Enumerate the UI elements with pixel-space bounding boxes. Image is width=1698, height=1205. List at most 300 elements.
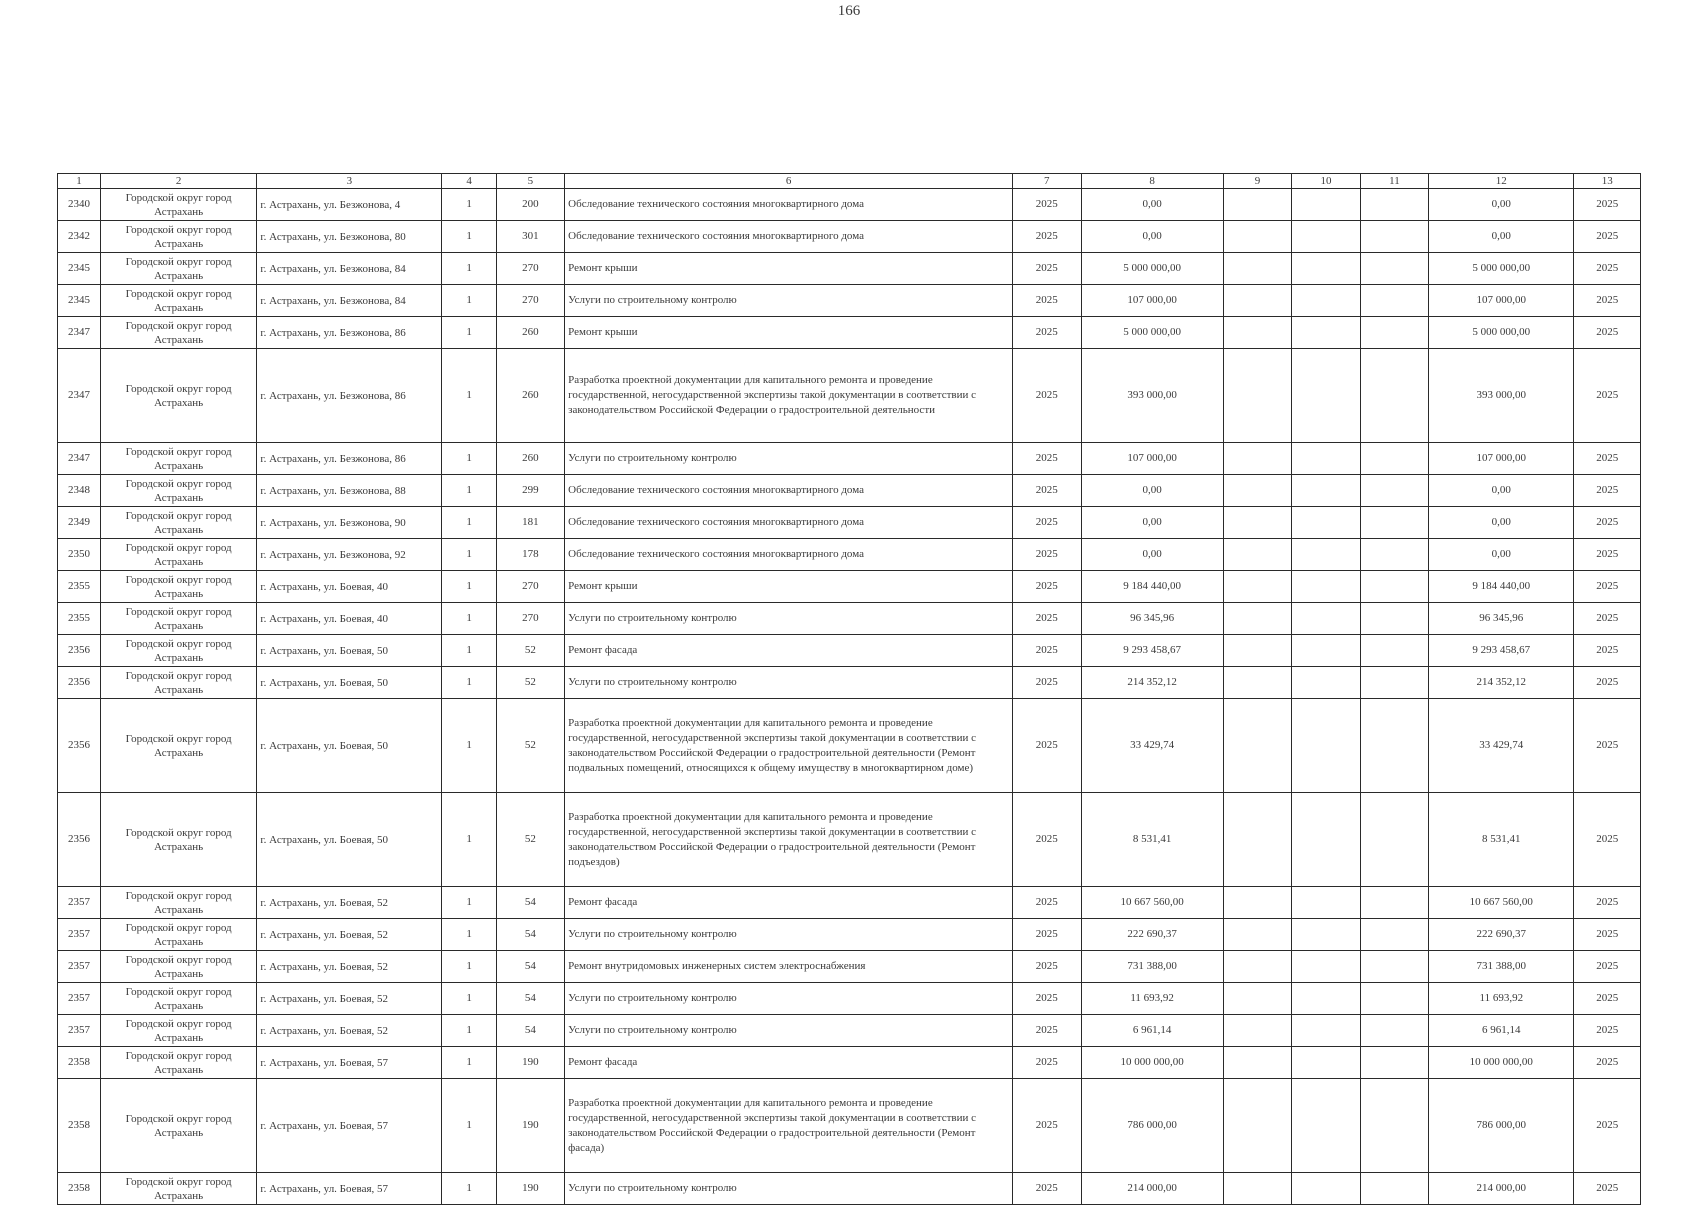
completion-year-cell: 2025	[1574, 951, 1641, 983]
work-type-cell: Ремонт крыши	[565, 317, 1013, 349]
fund-cost-cell: 10 667 560,00	[1429, 887, 1574, 919]
column-number-header: 6	[565, 174, 1013, 189]
column-10-cell	[1292, 475, 1361, 507]
work-type-cell: Услуги по строительному контролю	[565, 1015, 1013, 1047]
year-cell: 2025	[1013, 507, 1082, 539]
column-number-header-row	[58, 174, 1641, 189]
row-number-cell: 2356	[58, 667, 101, 699]
column-4-cell: 1	[442, 951, 496, 983]
address-cell: г. Астрахань, ул. Боевая, 52	[257, 1015, 442, 1047]
table-body	[58, 174, 1641, 1205]
column-4-cell: 1	[442, 189, 496, 221]
completion-year-cell: 2025	[1574, 1173, 1641, 1205]
row-number-cell: 2345	[58, 253, 101, 285]
total-cost-cell: 0,00	[1081, 221, 1223, 253]
year-cell: 2025	[1013, 635, 1082, 667]
municipality-cell: Городской округ город Астрахань	[100, 1173, 256, 1205]
column-5-cell: 178	[496, 539, 565, 571]
municipality-cell: Городской округ город Астрахань	[100, 1015, 256, 1047]
work-type-cell: Услуги по строительному контролю	[565, 983, 1013, 1015]
work-type-cell: Обследование технического состояния многоквартирного дома	[565, 189, 1013, 221]
year-cell: 2025	[1013, 349, 1082, 443]
table-row	[58, 571, 1641, 603]
work-type-cell: Услуги по строительному контролю	[565, 603, 1013, 635]
column-4-cell: 1	[442, 793, 496, 887]
municipality-cell: Городской округ город Астрахань	[100, 253, 256, 285]
completion-year-cell: 2025	[1574, 1015, 1641, 1047]
row-number-cell: 2348	[58, 475, 101, 507]
year-cell: 2025	[1013, 887, 1082, 919]
table-row	[58, 919, 1641, 951]
address-cell: г. Астрахань, ул. Безжонова, 88	[257, 475, 442, 507]
column-5-cell: 270	[496, 285, 565, 317]
column-4-cell: 1	[442, 571, 496, 603]
address-cell: г. Астрахань, ул. Безжонова, 80	[257, 221, 442, 253]
column-5-cell: 54	[496, 951, 565, 983]
municipality-cell: Городской округ город Астрахань	[100, 349, 256, 443]
column-10-cell	[1292, 285, 1361, 317]
column-5-cell: 270	[496, 253, 565, 285]
work-type-cell: Обследование технического состояния многоквартирного дома	[565, 475, 1013, 507]
table-row	[58, 221, 1641, 253]
municipality-cell: Городской округ город Астрахань	[100, 983, 256, 1015]
fund-cost-cell: 0,00	[1429, 539, 1574, 571]
municipality-cell: Городской округ город Астрахань	[100, 443, 256, 475]
year-cell: 2025	[1013, 667, 1082, 699]
total-cost-cell: 10 667 560,00	[1081, 887, 1223, 919]
work-type-cell: Разработка проектной документации для капитального ремонта и проведение государственной, негосударственной экспертизы такой документации в соответствии с законодательством Российской Федерации о градостроительной деятельности (Ремонт подъездов)	[565, 793, 1013, 887]
column-10-cell	[1292, 539, 1361, 571]
fund-cost-cell: 222 690,37	[1429, 919, 1574, 951]
work-type-cell: Обследование технического состояния многоквартирного дома	[565, 221, 1013, 253]
column-5-cell: 270	[496, 603, 565, 635]
column-9-cell	[1223, 507, 1292, 539]
column-9-cell	[1223, 603, 1292, 635]
year-cell: 2025	[1013, 285, 1082, 317]
column-10-cell	[1292, 983, 1361, 1015]
completion-year-cell: 2025	[1574, 699, 1641, 793]
table-row	[58, 951, 1641, 983]
table-row	[58, 603, 1641, 635]
row-number-cell: 2357	[58, 983, 101, 1015]
address-cell: г. Астрахань, ул. Боевая, 57	[257, 1079, 442, 1173]
total-cost-cell: 731 388,00	[1081, 951, 1223, 983]
column-11-cell	[1360, 603, 1429, 635]
column-5-cell: 54	[496, 887, 565, 919]
column-10-cell	[1292, 349, 1361, 443]
column-number-header: 13	[1574, 174, 1641, 189]
table-row	[58, 887, 1641, 919]
column-5-cell: 52	[496, 635, 565, 667]
address-cell: г. Астрахань, ул. Безжонова, 92	[257, 539, 442, 571]
column-9-cell	[1223, 887, 1292, 919]
column-9-cell	[1223, 253, 1292, 285]
year-cell: 2025	[1013, 539, 1082, 571]
total-cost-cell: 107 000,00	[1081, 285, 1223, 317]
column-4-cell: 1	[442, 983, 496, 1015]
row-number-cell: 2355	[58, 571, 101, 603]
table-row	[58, 475, 1641, 507]
column-4-cell: 1	[442, 1079, 496, 1173]
column-10-cell	[1292, 1015, 1361, 1047]
column-9-cell	[1223, 475, 1292, 507]
column-4-cell: 1	[442, 887, 496, 919]
column-5-cell: 299	[496, 475, 565, 507]
municipality-cell: Городской округ город Астрахань	[100, 317, 256, 349]
column-10-cell	[1292, 667, 1361, 699]
row-number-cell: 2358	[58, 1173, 101, 1205]
completion-year-cell: 2025	[1574, 793, 1641, 887]
year-cell: 2025	[1013, 983, 1082, 1015]
total-cost-cell: 33 429,74	[1081, 699, 1223, 793]
column-5-cell: 54	[496, 1015, 565, 1047]
address-cell: г. Астрахань, ул. Безжонова, 90	[257, 507, 442, 539]
fund-cost-cell: 0,00	[1429, 189, 1574, 221]
address-cell: г. Астрахань, ул. Боевая, 57	[257, 1047, 442, 1079]
year-cell: 2025	[1013, 951, 1082, 983]
column-9-cell	[1223, 189, 1292, 221]
address-cell: г. Астрахань, ул. Боевая, 52	[257, 887, 442, 919]
completion-year-cell: 2025	[1574, 887, 1641, 919]
row-number-cell: 2355	[58, 603, 101, 635]
fund-cost-cell: 214 000,00	[1429, 1173, 1574, 1205]
column-number-header: 12	[1429, 174, 1574, 189]
fund-cost-cell: 0,00	[1429, 475, 1574, 507]
address-cell: г. Астрахань, ул. Безжонова, 4	[257, 189, 442, 221]
year-cell: 2025	[1013, 699, 1082, 793]
work-type-cell: Разработка проектной документации для капитального ремонта и проведение государственной, негосударственной экспертизы такой документации в соответствии с законодательством Российской Федерации о градостроительной деятельности (Ремонт фасада)	[565, 1079, 1013, 1173]
column-9-cell	[1223, 1047, 1292, 1079]
fund-cost-cell: 214 352,12	[1429, 667, 1574, 699]
column-4-cell: 1	[442, 285, 496, 317]
work-type-cell: Разработка проектной документации для капитального ремонта и проведение государственной, негосударственной экспертизы такой документации в соответствии с законодательством Российской Федерации о градостроительной деятельности (Ремонт подвальных помещений, относящихся к общему имуществу в многоквартирном доме)	[565, 699, 1013, 793]
column-11-cell	[1360, 635, 1429, 667]
work-type-cell: Услуги по строительному контролю	[565, 919, 1013, 951]
municipality-cell: Городской округ город Астрахань	[100, 221, 256, 253]
address-cell: г. Астрахань, ул. Боевая, 40	[257, 603, 442, 635]
municipality-cell: Городской округ город Астрахань	[100, 189, 256, 221]
fund-cost-cell: 6 961,14	[1429, 1015, 1574, 1047]
year-cell: 2025	[1013, 443, 1082, 475]
column-number-header: 10	[1292, 174, 1361, 189]
row-number-cell: 2347	[58, 317, 101, 349]
year-cell: 2025	[1013, 253, 1082, 285]
completion-year-cell: 2025	[1574, 1079, 1641, 1173]
column-4-cell: 1	[442, 699, 496, 793]
year-cell: 2025	[1013, 317, 1082, 349]
column-5-cell: 190	[496, 1173, 565, 1205]
column-10-cell	[1292, 603, 1361, 635]
column-11-cell	[1360, 1047, 1429, 1079]
municipality-cell: Городской округ город Астрахань	[100, 507, 256, 539]
column-4-cell: 1	[442, 507, 496, 539]
column-11-cell	[1360, 443, 1429, 475]
table-row	[58, 699, 1641, 793]
address-cell: г. Астрахань, ул. Боевая, 52	[257, 919, 442, 951]
column-10-cell	[1292, 919, 1361, 951]
fund-cost-cell: 786 000,00	[1429, 1079, 1574, 1173]
completion-year-cell: 2025	[1574, 1047, 1641, 1079]
address-cell: г. Астрахань, ул. Боевая, 50	[257, 699, 442, 793]
total-cost-cell: 393 000,00	[1081, 349, 1223, 443]
column-4-cell: 1	[442, 317, 496, 349]
total-cost-cell: 0,00	[1081, 539, 1223, 571]
column-4-cell: 1	[442, 349, 496, 443]
total-cost-cell: 96 345,96	[1081, 603, 1223, 635]
year-cell: 2025	[1013, 1173, 1082, 1205]
column-10-cell	[1292, 221, 1361, 253]
year-cell: 2025	[1013, 221, 1082, 253]
column-4-cell: 1	[442, 539, 496, 571]
column-9-cell	[1223, 951, 1292, 983]
table-row	[58, 793, 1641, 887]
table-row	[58, 1047, 1641, 1079]
column-11-cell	[1360, 699, 1429, 793]
work-type-cell: Ремонт фасада	[565, 887, 1013, 919]
completion-year-cell: 2025	[1574, 603, 1641, 635]
column-11-cell	[1360, 983, 1429, 1015]
total-cost-cell: 6 961,14	[1081, 1015, 1223, 1047]
row-number-cell: 2350	[58, 539, 101, 571]
completion-year-cell: 2025	[1574, 317, 1641, 349]
column-11-cell	[1360, 189, 1429, 221]
column-4-cell: 1	[442, 221, 496, 253]
work-type-cell: Обследование технического состояния многоквартирного дома	[565, 507, 1013, 539]
total-cost-cell: 214 000,00	[1081, 1173, 1223, 1205]
fund-cost-cell: 393 000,00	[1429, 349, 1574, 443]
column-5-cell: 260	[496, 317, 565, 349]
column-10-cell	[1292, 699, 1361, 793]
total-cost-cell: 5 000 000,00	[1081, 253, 1223, 285]
address-cell: г. Астрахань, ул. Безжонова, 86	[257, 317, 442, 349]
work-type-cell: Ремонт крыши	[565, 253, 1013, 285]
address-cell: г. Астрахань, ул. Безжонова, 86	[257, 349, 442, 443]
total-cost-cell: 0,00	[1081, 475, 1223, 507]
year-cell: 2025	[1013, 189, 1082, 221]
column-11-cell	[1360, 317, 1429, 349]
column-number-header: 11	[1360, 174, 1429, 189]
column-10-cell	[1292, 793, 1361, 887]
fund-cost-cell: 5 000 000,00	[1429, 253, 1574, 285]
address-cell: г. Астрахань, ул. Боевая, 40	[257, 571, 442, 603]
total-cost-cell: 0,00	[1081, 189, 1223, 221]
column-10-cell	[1292, 507, 1361, 539]
column-9-cell	[1223, 1015, 1292, 1047]
row-number-cell: 2347	[58, 443, 101, 475]
column-number-header: 7	[1013, 174, 1082, 189]
completion-year-cell: 2025	[1574, 285, 1641, 317]
municipality-cell: Городской округ город Астрахань	[100, 1079, 256, 1173]
work-type-cell: Ремонт крыши	[565, 571, 1013, 603]
column-11-cell	[1360, 887, 1429, 919]
table-row	[58, 189, 1641, 221]
table-row	[58, 635, 1641, 667]
column-9-cell	[1223, 635, 1292, 667]
municipality-cell: Городской округ город Астрахань	[100, 603, 256, 635]
year-cell: 2025	[1013, 571, 1082, 603]
completion-year-cell: 2025	[1574, 539, 1641, 571]
table-row	[58, 349, 1641, 443]
column-5-cell: 270	[496, 571, 565, 603]
address-cell: г. Астрахань, ул. Безжонова, 84	[257, 253, 442, 285]
total-cost-cell: 0,00	[1081, 507, 1223, 539]
total-cost-cell: 9 184 440,00	[1081, 571, 1223, 603]
fund-cost-cell: 33 429,74	[1429, 699, 1574, 793]
total-cost-cell: 107 000,00	[1081, 443, 1223, 475]
column-10-cell	[1292, 189, 1361, 221]
fund-cost-cell: 0,00	[1429, 507, 1574, 539]
year-cell: 2025	[1013, 919, 1082, 951]
year-cell: 2025	[1013, 1047, 1082, 1079]
column-5-cell: 190	[496, 1047, 565, 1079]
year-cell: 2025	[1013, 1015, 1082, 1047]
column-11-cell	[1360, 951, 1429, 983]
column-11-cell	[1360, 667, 1429, 699]
row-number-cell: 2349	[58, 507, 101, 539]
column-11-cell	[1360, 349, 1429, 443]
municipality-cell: Городской округ город Астрахань	[100, 667, 256, 699]
work-type-cell: Ремонт фасада	[565, 1047, 1013, 1079]
column-5-cell: 52	[496, 793, 565, 887]
column-9-cell	[1223, 349, 1292, 443]
column-10-cell	[1292, 887, 1361, 919]
fund-cost-cell: 8 531,41	[1429, 793, 1574, 887]
address-cell: г. Астрахань, ул. Безжонова, 84	[257, 285, 442, 317]
column-4-cell: 1	[442, 1015, 496, 1047]
row-number-cell: 2357	[58, 919, 101, 951]
row-number-cell: 2345	[58, 285, 101, 317]
column-4-cell: 1	[442, 1047, 496, 1079]
completion-year-cell: 2025	[1574, 667, 1641, 699]
column-9-cell	[1223, 793, 1292, 887]
table-row	[58, 285, 1641, 317]
column-11-cell	[1360, 1015, 1429, 1047]
fund-cost-cell: 107 000,00	[1429, 443, 1574, 475]
total-cost-cell: 9 293 458,67	[1081, 635, 1223, 667]
fund-cost-cell: 731 388,00	[1429, 951, 1574, 983]
column-5-cell: 260	[496, 349, 565, 443]
work-type-cell: Ремонт фасада	[565, 635, 1013, 667]
work-type-cell: Услуги по строительному контролю	[565, 443, 1013, 475]
address-cell: г. Астрахань, ул. Боевая, 52	[257, 983, 442, 1015]
row-number-cell: 2358	[58, 1047, 101, 1079]
column-11-cell	[1360, 475, 1429, 507]
fund-cost-cell: 11 693,92	[1429, 983, 1574, 1015]
year-cell: 2025	[1013, 603, 1082, 635]
column-11-cell	[1360, 285, 1429, 317]
municipality-cell: Городской округ город Астрахань	[100, 475, 256, 507]
table-row	[58, 539, 1641, 571]
column-4-cell: 1	[442, 475, 496, 507]
address-cell: г. Астрахань, ул. Безжонова, 86	[257, 443, 442, 475]
table-row	[58, 1015, 1641, 1047]
completion-year-cell: 2025	[1574, 189, 1641, 221]
municipality-cell: Городской округ город Астрахань	[100, 539, 256, 571]
column-5-cell: 190	[496, 1079, 565, 1173]
table-row	[58, 983, 1641, 1015]
table-row	[58, 667, 1641, 699]
row-number-cell: 2347	[58, 349, 101, 443]
completion-year-cell: 2025	[1574, 221, 1641, 253]
column-number-header: 8	[1081, 174, 1223, 189]
row-number-cell: 2342	[58, 221, 101, 253]
municipality-cell: Городской округ город Астрахань	[100, 635, 256, 667]
row-number-cell: 2340	[58, 189, 101, 221]
fund-cost-cell: 5 000 000,00	[1429, 317, 1574, 349]
table-row	[58, 317, 1641, 349]
address-cell: г. Астрахань, ул. Боевая, 50	[257, 793, 442, 887]
column-number-header: 9	[1223, 174, 1292, 189]
column-4-cell: 1	[442, 635, 496, 667]
fund-cost-cell: 10 000 000,00	[1429, 1047, 1574, 1079]
column-11-cell	[1360, 793, 1429, 887]
table-row	[58, 507, 1641, 539]
total-cost-cell: 222 690,37	[1081, 919, 1223, 951]
fund-cost-cell: 96 345,96	[1429, 603, 1574, 635]
column-4-cell: 1	[442, 253, 496, 285]
column-10-cell	[1292, 317, 1361, 349]
municipality-cell: Городской округ город Астрахань	[100, 919, 256, 951]
column-number-header: 1	[58, 174, 101, 189]
completion-year-cell: 2025	[1574, 475, 1641, 507]
year-cell: 2025	[1013, 793, 1082, 887]
completion-year-cell: 2025	[1574, 983, 1641, 1015]
column-number-header: 5	[496, 174, 565, 189]
capital-repair-table	[57, 173, 1641, 1205]
year-cell: 2025	[1013, 1079, 1082, 1173]
row-number-cell: 2357	[58, 951, 101, 983]
completion-year-cell: 2025	[1574, 919, 1641, 951]
column-11-cell	[1360, 507, 1429, 539]
work-type-cell: Обследование технического состояния многоквартирного дома	[565, 539, 1013, 571]
page-number: 166	[837, 3, 861, 19]
total-cost-cell: 8 531,41	[1081, 793, 1223, 887]
table-row	[58, 443, 1641, 475]
row-number-cell: 2357	[58, 887, 101, 919]
column-9-cell	[1223, 539, 1292, 571]
table-row	[58, 1079, 1641, 1173]
column-10-cell	[1292, 571, 1361, 603]
total-cost-cell: 214 352,12	[1081, 667, 1223, 699]
column-9-cell	[1223, 571, 1292, 603]
column-5-cell: 301	[496, 221, 565, 253]
row-number-cell: 2356	[58, 699, 101, 793]
column-number-header: 4	[442, 174, 496, 189]
column-9-cell	[1223, 983, 1292, 1015]
fund-cost-cell: 107 000,00	[1429, 285, 1574, 317]
column-4-cell: 1	[442, 603, 496, 635]
total-cost-cell: 5 000 000,00	[1081, 317, 1223, 349]
column-9-cell	[1223, 667, 1292, 699]
column-number-header: 2	[100, 174, 256, 189]
column-5-cell: 54	[496, 983, 565, 1015]
completion-year-cell: 2025	[1574, 253, 1641, 285]
year-cell: 2025	[1013, 475, 1082, 507]
column-11-cell	[1360, 1079, 1429, 1173]
row-number-cell: 2356	[58, 635, 101, 667]
column-10-cell	[1292, 1079, 1361, 1173]
completion-year-cell: 2025	[1574, 349, 1641, 443]
column-5-cell: 52	[496, 667, 565, 699]
column-10-cell	[1292, 253, 1361, 285]
address-cell: г. Астрахань, ул. Боевая, 50	[257, 667, 442, 699]
completion-year-cell: 2025	[1574, 443, 1641, 475]
column-5-cell: 54	[496, 919, 565, 951]
column-10-cell	[1292, 443, 1361, 475]
row-number-cell: 2357	[58, 1015, 101, 1047]
municipality-cell: Городской округ город Астрахань	[100, 699, 256, 793]
work-type-cell: Услуги по строительному контролю	[565, 285, 1013, 317]
